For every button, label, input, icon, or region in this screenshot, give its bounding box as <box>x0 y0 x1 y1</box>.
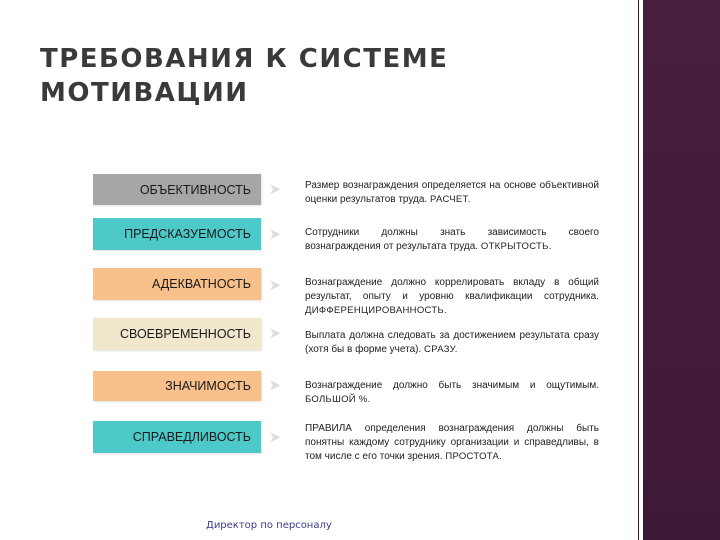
arrow-right-icon: ➤ <box>268 377 282 394</box>
criterion-box-adequacy <box>93 268 261 300</box>
criterion-keyword: СРАЗУ. <box>424 344 458 355</box>
footer-author: Директор по персоналу <box>206 520 332 531</box>
criterion-label: ОБЪЕКТИВНОСТЬ <box>139 182 251 197</box>
criterion-description: Размер вознаграждения определяется на основе объективной оценки результатов труда. РАСЧЕТ. <box>305 180 599 205</box>
criterion-label: ЗНАЧИМОСТЬ <box>165 379 251 393</box>
criterion-keyword: ПРОСТОТА. <box>445 451 503 462</box>
criterion-description: Вознаграждение должно быть значимым и ощутимым. БОЛЬШОЙ %. <box>305 380 599 405</box>
arrow-right-icon: ➤ <box>268 325 282 342</box>
criterion-keyword: ОТКРЫТОСТЬ. <box>480 241 552 252</box>
arrow-right-icon: ➤ <box>268 429 282 446</box>
side-panel <box>643 0 720 540</box>
arrow-right-icon: ➤ <box>268 181 282 198</box>
criterion-description: ПРАВИЛА определения вознаграждения должны быть понятны каждому сотруднику организации и справедливы, в том числе с его точки зрения. ПРОСТОТА. <box>305 423 599 462</box>
criterion-description: Сотрудники должны знать зависимость своего вознаграждения от результата труда. ОТКРЫТОСТЬ. <box>305 227 599 252</box>
criterion-description: Выплата должна следовать за достижением результата сразу (хотя бы в форме учета). СРАЗУ. <box>305 330 599 355</box>
criterion-label: ПРЕДСКАЗУЕМОСТЬ <box>124 227 251 241</box>
arrow-right-icon: ➤ <box>268 226 282 243</box>
page-title: ТРЕБОВАНИЯ К СИСТЕМЕ МОТИВАЦИИ <box>40 44 449 108</box>
criterion-keyword: ДИФФЕРЕНЦИРОВАННОСТЬ. <box>305 305 447 316</box>
criterion-box-fairness <box>93 421 261 453</box>
criterion-label: СПРАВЕДЛИВОСТЬ <box>132 430 251 444</box>
criterion-keyword: БОЛЬШОЙ %. <box>305 394 371 405</box>
criterion-box-objectivity <box>93 174 261 205</box>
criterion-description: Вознаграждение должно коррелировать вкладу в общий результат, опыту и уровню квалификации сотрудника. ДИФФЕРЕНЦИРОВАННОСТЬ. <box>305 277 599 316</box>
criterion-box-predictability <box>93 218 261 250</box>
side-divider-line <box>638 0 639 540</box>
criterion-box-timeliness <box>93 318 261 350</box>
criterion-box-significance <box>93 371 261 401</box>
criterion-keyword: РАСЧЕТ. <box>430 194 471 205</box>
arrow-right-icon: ➤ <box>268 277 282 294</box>
criterion-label: СВОЕВРЕМЕННОСТЬ <box>120 327 251 341</box>
criterion-label: АДЕКВАТНОСТЬ <box>152 277 251 291</box>
